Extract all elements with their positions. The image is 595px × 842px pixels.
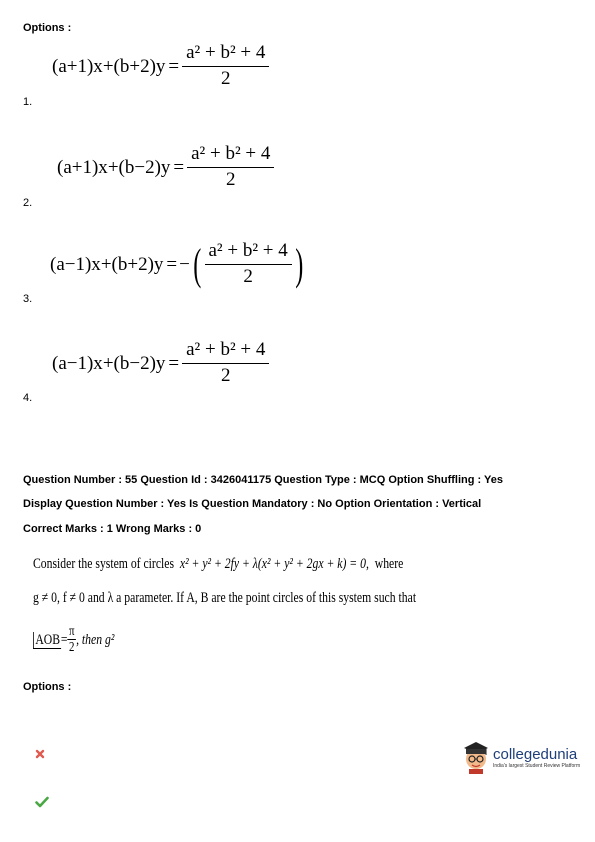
option-3-fraction: [205, 240, 292, 289]
option-2-equation: (a+1)x +(b−2)y = $\frac{\text{a² + b² + 4}}{2}$: [57, 143, 274, 192]
equals-sign: =: [60, 631, 68, 648]
logo-name: collegedunia: [493, 745, 578, 763]
options-heading-bottom: Options :: [23, 681, 72, 693]
option-3-lhs-b: +(b+2)y: [100, 253, 164, 275]
question-text-then: , then g²: [76, 631, 115, 648]
option-3-left-paren: (: [193, 239, 202, 289]
question-text-where: where: [374, 556, 404, 572]
option-1-numerator: a² + b² + 4: [182, 42, 269, 67]
correct-mark-icon: [35, 795, 49, 813]
option-2-lhs-a: (a+1)x: [57, 156, 108, 178]
question-text-line-1: [33, 556, 403, 573]
option-1-lhs-a: (a+1)x: [52, 55, 103, 77]
option-2-numerator: a² + b² + 4: [187, 143, 274, 168]
wrong-mark-icon: [35, 746, 45, 764]
option-4-equation: (a−1)x +(b−2)y = $\frac{\text{a² + b² + 4}}{2}$: [52, 339, 269, 388]
option-4-fraction: [182, 339, 269, 388]
option-1-fraction: [182, 42, 269, 91]
question-text-line-2: g ≠ 0, f ≠ 0 and λ a parameter. If A, B are the point circles of this system such that: [33, 590, 417, 606]
option-1-lhs-b: +(b+2)y: [102, 55, 166, 77]
question-text-line-3: [33, 624, 114, 656]
question-meta-line-2: Display Question Number : Yes Is Question Mandatory : No Option Orientation : Vertical: [23, 498, 482, 510]
question-meta-line-1: Question Number : 55 Question Id : 3426041175 Question Type : MCQ Option Shuffling : Yes: [23, 474, 504, 486]
mascot-icon: [461, 740, 491, 774]
two-denominator: 2: [69, 640, 75, 655]
option-3-denominator: 2: [243, 266, 253, 287]
question-text-prefix: Consider the system of circles: [33, 556, 175, 572]
option-3-lhs-a: (a−1)x: [50, 253, 101, 275]
option-3-numerator: a² + b² + 4: [205, 240, 292, 265]
pi-numerator: π: [68, 624, 75, 639]
option-3-right-paren: ): [295, 239, 304, 289]
option-4-denominator: 2: [221, 365, 231, 386]
option-1-equation: (a+1)x +(b+2)y = $\frac{\text{a² + b² + 4}}{2}$: [52, 42, 269, 91]
option-4-numerator: a² + b² + 4: [182, 339, 269, 364]
option-1-number: 1.: [23, 96, 33, 108]
option-2-denominator: 2: [226, 169, 236, 190]
collegedunia-logo: [461, 740, 580, 774]
option-4-number: 4.: [23, 392, 33, 404]
option-2-fraction: [187, 143, 274, 192]
options-heading: Options :: [23, 22, 72, 34]
option-4-lhs-a: (a−1)x: [52, 352, 103, 374]
option-4-lhs-b: +(b−2)y: [102, 352, 166, 374]
logo-tagline: India's largest Student Review Platform: [493, 762, 581, 769]
option-2-number: 2.: [23, 197, 33, 209]
option-2-lhs-b: +(b−2)y: [107, 156, 171, 178]
option-3-equation: (a−1)x +(b+2)y = − ( $\frac{\text{a² + b² + 4}}{2}$ ): [50, 239, 304, 289]
pi-over-two-fraction: [67, 624, 76, 656]
option-1-denominator: 2: [221, 68, 231, 89]
question-equation: x² + y² + 2fy + λ(x² + y² + 2gx + k) = 0,: [179, 556, 369, 572]
option-3-number: 3.: [23, 293, 33, 305]
question-meta-line-3: Correct Marks : 1 Wrong Marks : 0: [23, 523, 202, 535]
angle-aob: AOB: [33, 632, 61, 649]
